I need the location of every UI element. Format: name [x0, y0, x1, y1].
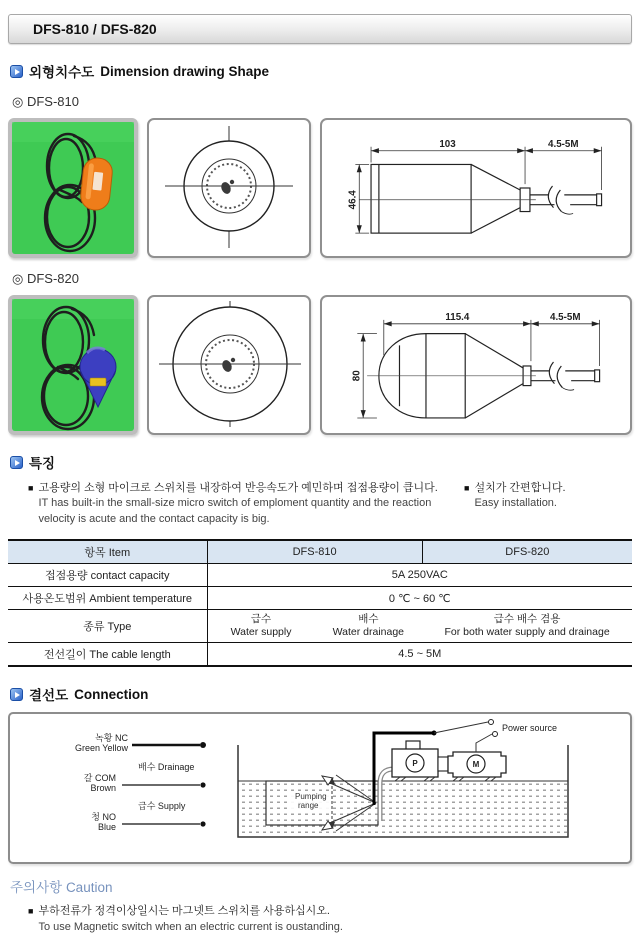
feature-1-en: IT has built-in the small-size micro switch of emploment quantity and the reaction velocity is acute and the contact capacity is big.: [38, 497, 432, 525]
label-supply: 급수 Supply: [138, 801, 186, 812]
cell-item-capacity: 접점용량 contact capacity: [8, 564, 207, 587]
cell-value-capacity: 5A 250VAC: [207, 564, 632, 587]
section-heading-caution: [10, 876, 632, 896]
wire-no-en: Blue: [97, 822, 116, 833]
bullet-square-icon: ■: [28, 483, 34, 493]
play-icon: [10, 456, 23, 469]
motor-unit: [448, 752, 506, 781]
wire-nc-kr: 녹황 NC: [95, 733, 128, 744]
dim-length-820: 115.4: [445, 311, 470, 323]
dim-cable-810: 4.5-5M: [548, 138, 579, 150]
dfs810-panel-row: [8, 118, 632, 258]
section-heading-features: [10, 452, 632, 472]
feature-bullet-1: [28, 481, 456, 527]
pumping-range-line1: Pumping: [295, 792, 327, 802]
wire-com-en: Brown: [90, 783, 116, 794]
pump-unit: [392, 741, 438, 781]
dfs820-top-view-drawing: [147, 295, 311, 435]
type-drain-kr: 배수: [358, 613, 379, 626]
feature-1-kr: 고용량의 소형 마이크로 스위치를 내장하여 반응속도가 예민하며 접점용량이 큽니다.: [38, 482, 438, 494]
dfs810-side-view: [322, 120, 630, 256]
section-title-en: Dimension drawing Shape: [100, 63, 269, 79]
col-header-item: 항목 Item: [8, 540, 207, 564]
dim-length-810: 103: [439, 138, 456, 150]
dfs810-top-view: [149, 120, 309, 256]
section-title-kr: 외형치수도: [29, 65, 95, 80]
wire-nc-en: Green Yellow: [74, 743, 128, 754]
dim-height-820: 80: [351, 370, 363, 382]
caution-title-kr: 주의사항: [10, 880, 63, 896]
cell-item-cable: 전선길이 The cable length: [8, 643, 207, 667]
bullet-square-icon: ■: [464, 483, 470, 493]
play-icon: [10, 688, 23, 701]
feature-2-en: Easy installation.: [474, 497, 557, 510]
section-title-kr: 특징: [29, 456, 56, 471]
cell-item-type: 종류 Type: [8, 610, 207, 643]
section-heading-connection: [10, 684, 632, 704]
connection-diagram: [8, 712, 632, 864]
type-supply-kr: 급수: [250, 613, 272, 626]
bullet-square-icon: ■: [28, 906, 34, 917]
type-supply-en: Water supply: [230, 626, 292, 639]
power-source-label: Power source: [502, 723, 558, 734]
section-title-en: Connection: [74, 686, 149, 702]
caution-bullet: [28, 904, 632, 935]
pump-label: P: [412, 759, 418, 769]
dfs820-product-photo: [8, 295, 138, 435]
col-header-dfs820: DFS-820: [422, 540, 632, 564]
motor-label: M: [472, 760, 480, 770]
dim-height-810: 46.4: [347, 190, 359, 210]
features-bullets: [8, 481, 632, 527]
cell-value-cable: 4.5 ~ 5M: [398, 648, 442, 661]
model-label-dfs810: ◎ DFS-810: [12, 94, 79, 109]
cell-type-drainage: [315, 610, 423, 643]
table-row-cable: [8, 643, 632, 667]
page-title: DFS-810 / DFS-820: [8, 14, 632, 44]
float-switch-photo-orange: [8, 118, 138, 258]
dfs820-dimension-drawing: [320, 295, 632, 435]
table-row-type: [8, 610, 632, 643]
dfs810-dimension-drawing: [320, 118, 632, 258]
connection-diagram-svg: [10, 714, 630, 862]
label-drainage: 배수 Drainage: [138, 762, 195, 773]
cell-value-temperature: 0 ℃ ~ 60 ℃: [207, 587, 632, 610]
cell-item-temperature: 사용온도범위 Ambient temperature: [8, 587, 207, 610]
section-heading-dimension: [10, 61, 632, 81]
dfs820-panel-row: [8, 295, 632, 435]
wire-com-kr: 갈 COM: [83, 773, 116, 784]
table-row-capacity: [8, 564, 632, 587]
cell-type-supply: [207, 610, 315, 643]
type-both-kr: 급수 배수 겸용: [493, 613, 561, 626]
dfs820-top-view: [149, 297, 309, 433]
wire-no-kr: 청 NO: [91, 812, 116, 823]
table-header-row: [8, 540, 632, 564]
play-icon: [10, 65, 23, 78]
float-switch-photo-blue: [8, 295, 138, 435]
spec-table: [8, 539, 632, 667]
caution-kr: 부하전류가 정격이상일시는 마그넷트 스위치를 사용하십시오.: [38, 905, 330, 918]
dim-cable-820: 4.5-5M: [550, 311, 581, 323]
dfs820-side-view: [322, 297, 630, 433]
pumping-range-line2: range: [298, 801, 319, 811]
type-both-en: For both water supply and drainage: [444, 626, 610, 639]
dfs810-top-view-drawing: [147, 118, 311, 258]
feature-2-kr: 설치가 간편합니다.: [474, 482, 566, 494]
feature-bullet-2: [464, 481, 566, 527]
cell-type-both: [422, 610, 632, 643]
col-header-dfs810: DFS-810: [207, 540, 422, 564]
model-label-dfs820: ◎ DFS-820: [12, 271, 79, 286]
type-drain-en: Water drainage: [332, 626, 405, 639]
catalog-page: [0, 14, 640, 935]
water: [239, 782, 567, 836]
caution-title-en: Caution: [65, 880, 113, 896]
section-title-kr: 결선도: [29, 688, 69, 704]
table-row-temperature: [8, 587, 632, 610]
dfs810-product-photo: [8, 118, 138, 258]
caution-en: To use Magnetic switch when an electric current is oustanding.: [38, 920, 343, 933]
